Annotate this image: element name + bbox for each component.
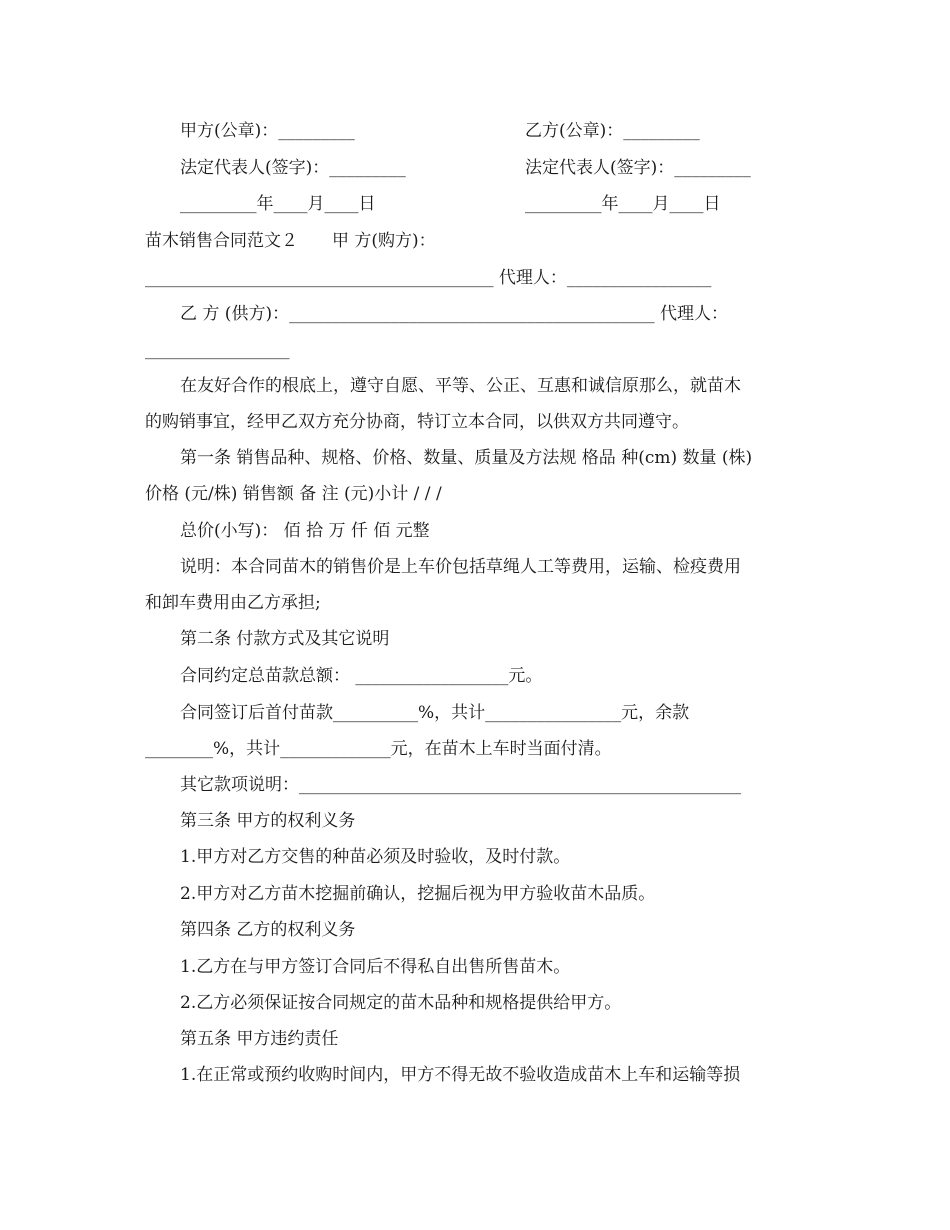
intro-paragraph-line-2: 的购销事宜，经甲乙双方充分协商，特订立本合同，以供双方共同遵守。 [145,412,689,432]
article-2-total-amount: 合同约定总苗款总额： __________________元。 [180,666,543,686]
party-a-date: _________年____月____日 [180,194,376,214]
seller-line-continued: _________________ [145,340,290,360]
article-1-line-2: 价格 (元/株) 销售额 备 注 (元)小计 / / / [145,484,442,504]
party-b-date: _________年____月____日 [525,194,721,214]
seller-line: 乙 方 (供方)：___________________________________________ 代理人： [180,304,728,324]
party-a-representative: 法定代表人(签字)：_________ [180,158,406,178]
article-5-title: 第五条 甲方违约责任 [180,1029,339,1049]
party-b-seal: 乙方(公章)：_________ [525,121,700,141]
intro-paragraph-line-1: 在友好合作的根底上，遵守自愿、平等、公正、互惠和诚信原那么，就苗木 [180,376,741,396]
article-3-title: 第三条 甲方的权利义务 [180,811,356,831]
article-3-item-2: 2.甲方对乙方苗木挖掘前确认，挖掘后视为甲方验收苗木品质。 [180,884,656,904]
article-4-item-1: 1.乙方在与甲方签订合同后不得私自出售所售苗木。 [180,957,571,977]
article-2-payment-line-1: 合同签订后首付苗款__________%，共计________________元，余款 [180,703,690,723]
note-line-2: 和卸车费用由乙方承担; [145,593,321,613]
article-4-title: 第四条 乙方的权利义务 [180,920,356,940]
buyer-agent-line: _________________________________________ 代理人：_________________ [145,268,712,288]
article-5-item-1: 1.在正常或预约收购时间内，甲方不得无故不验收造成苗木上车和运输等损 [180,1065,741,1085]
total-price: 总价(小写)： 佰 拾 万 仟 佰 元整 [180,521,430,541]
article-1-line-1: 第一条 销售品种、规格、价格、数量、质量及方法规 格品 种(cm) 数量 (株) [180,448,753,468]
article-2-title: 第二条 付款方式及其它说明 [180,629,390,649]
article-2-other-items: 其它款项说明：____________________________________________________ [180,775,741,795]
party-a-seal: 甲方(公章)：_________ [180,121,355,141]
article-2-payment-line-2: ________%，共计_____________元，在苗木上车时当面付清。 [145,739,612,759]
note-line-1: 说明：本合同苗木的销售价是上车价包括草绳人工等费用，运输、检疫费用 [180,557,741,577]
party-b-representative: 法定代表人(签字)：_________ [525,158,751,178]
article-3-item-1: 1.甲方对乙方交售的种苗必须及时验收，及时付款。 [180,847,571,867]
article-4-item-2: 2.乙方必须保证按合同规定的苗木品种和规格提供给甲方。 [180,993,622,1013]
contract-title-line: 苗木销售合同范文２ 甲 方(购方)： [145,231,436,251]
